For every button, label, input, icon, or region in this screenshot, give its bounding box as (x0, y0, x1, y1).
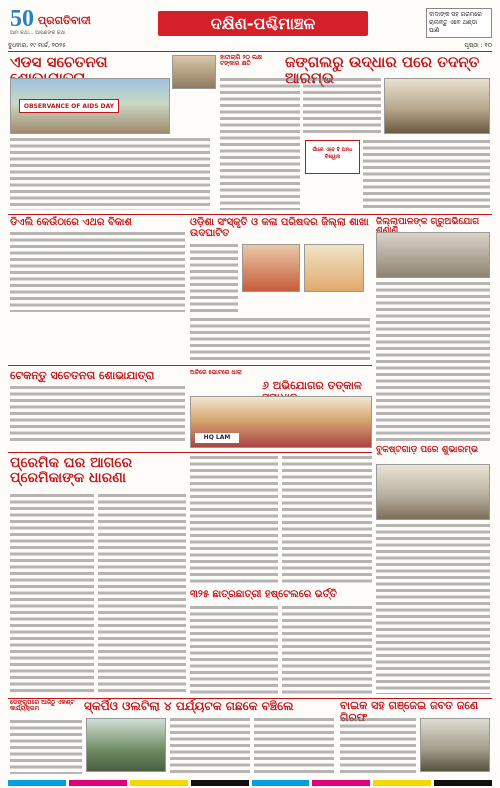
story-photo (242, 244, 300, 292)
story-headline[interactable]: ଟେକନ୍ତୁ ସଚେତନତା ଶୋଭାଯାତ୍ରା (10, 369, 155, 382)
page-number: ପୃଷ୍ଠା : ୧୦ (464, 42, 492, 49)
date-text: ବୁଧବାର, ୧୯ ମାର୍ଚ୍ଚ, ୨୦୨୫ (8, 42, 66, 49)
divider (8, 452, 372, 453)
story-body (190, 456, 278, 584)
story-headline[interactable]: ବାଇକ ସହ ଗଞ୍ଜେଇ ଜବତ ଜଣେ ଗିରଫ (340, 699, 479, 724)
story-headline[interactable]: ୩୨୫ ଛାତ୍ରଛାତ୍ରୀ ହଷ୍ଟେଲରେ ଭର୍ତ୍ତି (190, 589, 337, 600)
logo-tagline: ଆମ କଥା... ଆପଣଙ୍କ କଥା (10, 30, 66, 36)
story-headline[interactable]: ଓଡ଼ିଶା ସଂସ୍କୃତି ଓ କଳା ପରିଷଦର ଜିଲ୍ଲା ଶାଖା ଉଦଘାଟିତ (190, 217, 369, 239)
story-headline[interactable]: ଏଡସ ସଚେତନତା (10, 53, 108, 71)
section-title: ଦକ୍ଷିଣ-ପଶ୍ଚିମାଞ୍ଚଳ (158, 11, 368, 36)
inset-text: ଗାଁରେ ଏବେ ବି ଅନ୍ଧ ବିଶ୍ୱାସ (312, 147, 353, 160)
story-photo (304, 244, 364, 292)
story-body (254, 718, 334, 774)
story-headline[interactable]: ସ୍କର୍ପିଓ ଓଲଟିଲା ୪ ପର୍ଯ୍ୟଟକ ଗଛକେ ବଞ୍ଚିଲେ (84, 699, 294, 713)
story-headline[interactable]: ବୁକଷ୍ଟଗାଡ଼ ପରେ ଶୁଭାରମ୍ଭ (376, 445, 479, 455)
story-headline[interactable]: ପ୍ରେମିକ ଘର ଆଗରେ ପ୍ରେମିକାଙ୍କ ଧାରଣା (10, 455, 133, 486)
story-body (190, 606, 278, 694)
story-body (282, 456, 372, 584)
story-headline[interactable]: ଜିଲ୍ଲାପାଳଙ୍କ ଗ୍ରୁଅଭିଯୋଗ (376, 217, 480, 227)
story-body (220, 78, 300, 210)
masthead-ad[interactable]: ଦାଦାଙ୍କ ସହ ଗରମରେ ଚାଲନ୍ତୁ ଏବେ ଥଣ୍ଡା ପାଣି (426, 8, 492, 38)
story-photo (190, 396, 372, 448)
dateline (8, 42, 492, 52)
masthead (8, 8, 492, 40)
story-kicker: ହାତୀଲାଗି ୨୦ ଲକ୍ଷ ଟଙ୍କାର କ୍ଷତି (220, 54, 262, 68)
logo-number: 50 (10, 6, 34, 32)
story-body (363, 140, 490, 210)
story-body (170, 718, 250, 774)
story-body (282, 606, 372, 694)
hq-banner: HQ LAM (195, 433, 239, 443)
story-body (340, 718, 416, 774)
story-body (303, 78, 381, 136)
story-body (376, 524, 490, 694)
story-body (10, 386, 185, 442)
story-photo (172, 55, 216, 89)
story-headline[interactable]: ୬ ଅଭିଯୋଗର ତତ୍କାଳ (262, 379, 362, 392)
story-photo (384, 78, 490, 134)
paper-name: ପ୍ରଗତିବାଦୀ (38, 14, 91, 27)
story-body (190, 244, 238, 314)
story-photo (86, 718, 166, 772)
story-body (10, 494, 94, 694)
story-kicker: ଅଚିରେ ଭୋଟରେ ଧାରା (190, 369, 242, 376)
story-headline[interactable]: ଜଙ୍ଗଲରୁ ଉଦ୍ଧାର ପରେ ତଦନ୍ତ ଆରମ୍ଭ (285, 53, 480, 87)
divider (8, 365, 372, 366)
story-photo (376, 464, 490, 520)
story-photo (376, 232, 490, 278)
story-body (10, 232, 185, 312)
story-headline[interactable]: ଡିଏଲି କେଉଁଠାରେ ଏଥର ବିକାଶ (10, 217, 132, 228)
story-photo (420, 718, 490, 772)
story-body (376, 282, 490, 442)
inset-box (305, 140, 360, 174)
aids-day-banner: OBSERVANCE OF AIDS DAY (19, 99, 119, 113)
color-registration-strip (8, 780, 492, 786)
story-body (10, 138, 210, 210)
divider (8, 214, 492, 215)
story-kicker: ଡେଙ୍ଗୁପରେ ଆଜିଠୁ ଏକଣ୍ଟ କାର୍ଯ୍ୟକ୍ରମ (10, 699, 75, 713)
story-body (190, 318, 370, 362)
story-photo (10, 78, 170, 134)
newspaper-logo[interactable] (8, 8, 103, 38)
story-body (98, 494, 186, 694)
story-body (10, 720, 82, 774)
